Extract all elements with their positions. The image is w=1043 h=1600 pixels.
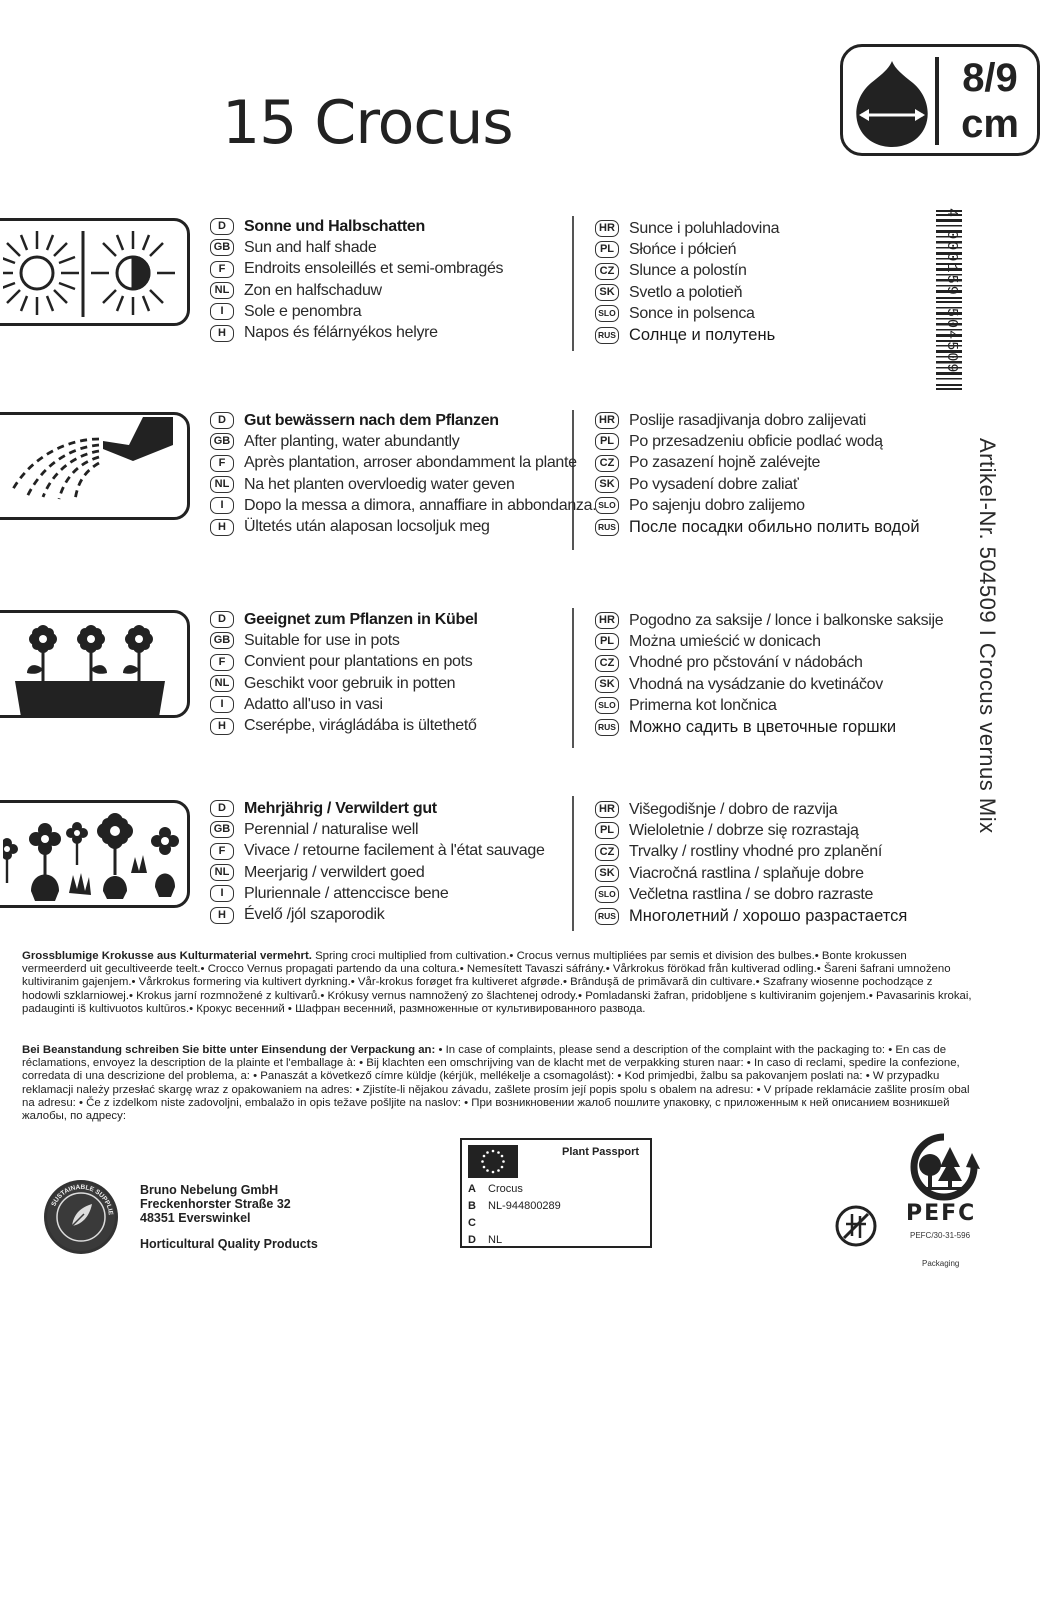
language-line (210, 301, 570, 322)
language-code-badge: SLO (595, 497, 619, 514)
section-divider (572, 216, 574, 351)
language-text: Primerna kot lončnica (629, 696, 777, 714)
language-text: Mehrjährig / Verwildert gut (244, 799, 437, 817)
language-text: Večletna rastlina / se dobro razraste (629, 885, 874, 903)
complaint-lead: Bei Beanstandung schreiben Sie bitte unter Einsendung der Verpackung an: (22, 1044, 439, 1056)
language-line (210, 322, 570, 343)
language-code-badge: GB (210, 239, 234, 256)
instructions-right-perennial (595, 799, 925, 927)
language-text: Meerjarig / verwildert goed (244, 863, 425, 881)
language-code-badge: HR (595, 412, 619, 429)
instructions-left-sun (210, 216, 570, 344)
language-line (595, 218, 925, 239)
language-code-badge: I (210, 696, 234, 713)
language-line (595, 842, 925, 863)
passport-row: A Crocus (468, 1183, 523, 1195)
language-code-badge: CZ (595, 844, 619, 861)
language-code-badge: SLO (595, 305, 619, 322)
origin-lead: Grossblumige Krokusse aus Kulturmaterial vermehrt. (22, 950, 312, 962)
passport-rows (468, 1181, 561, 1249)
language-code-badge: HR (595, 612, 619, 629)
language-line (210, 883, 570, 904)
language-code-badge: I (210, 497, 234, 514)
company-tagline: Horticultural Quality Products (140, 1237, 318, 1251)
language-code-badge: F (210, 455, 234, 472)
language-line (210, 673, 570, 694)
language-line (595, 631, 925, 652)
passport-row: B NL-944800289 (468, 1200, 561, 1212)
passport-title: Plant Passport (562, 1146, 640, 1158)
language-text: Adatto all'uso in vasi (244, 695, 383, 713)
language-code-badge: GB (210, 632, 234, 649)
language-code-badge: F (210, 261, 234, 278)
recycle-symbol-icon (834, 1204, 878, 1248)
language-code-badge: PL (595, 433, 619, 450)
pefc-tree-icon (898, 1133, 990, 1203)
language-line (210, 516, 570, 537)
language-line (210, 819, 570, 840)
language-code-badge: RUS (595, 908, 619, 925)
language-text: After planting, water abundantly (244, 432, 460, 450)
origin-text: Spring croci multiplied from cultivation.• Crocus vernus multipliées par semis et division des bulbes.• Bonte krokussen vermeerderd uit gecultiveerde teelt.• Crocco Vernus propagati partendo da una coltura.• Nemesített Tavaszi sáfrány.• Vårkrokus förökad från kultiverad odling.• Šareni šafrani umnoženo kultiviranim gajenjem.• Vårkrokus formering via kultivert dyrkning.• Vår-krokus forøget fra kultiveret afgrøde.• Brânduşă de primăvară din cultivare.• Szafrany wiosenne pochodzące z hodowli szklarniowej.• Krokus jarní rozmnožené z kultivarů.• Krókusy vernus namnožený zo šlachtenej odrody.• Pomladanski žafran, pridobljene s kultiviranim gojenjem.• Pavasarinis krokai, padauginti iš kultivuotos kultūros.• Крокус весенний • Шафран весенний, размноженные от культивированного развода. (22, 950, 972, 1015)
watering-can-icon (0, 412, 190, 520)
language-line (210, 410, 570, 431)
language-code-badge: SK (595, 865, 619, 882)
language-code-badge: PL (595, 633, 619, 650)
language-text: Zon en halfschaduw (244, 281, 382, 299)
instructions-left-perennial (210, 798, 570, 926)
language-code-badge: D (210, 611, 234, 628)
language-code-badge: RUS (595, 327, 619, 344)
language-code-badge: NL (210, 675, 234, 692)
language-code-badge: NL (210, 282, 234, 299)
language-line (210, 431, 570, 452)
language-code-badge: SK (595, 284, 619, 301)
pefc-logo (898, 1133, 990, 1268)
language-code-badge: PL (595, 241, 619, 258)
language-line (210, 630, 570, 651)
language-text: Gut bewässern nach dem Pflanzen (244, 411, 499, 429)
language-line (595, 474, 925, 495)
language-line (595, 799, 925, 820)
language-line (210, 474, 570, 495)
language-line (595, 495, 925, 516)
plant-passport (460, 1138, 652, 1248)
language-line (210, 609, 570, 630)
language-code-badge: SK (595, 676, 619, 693)
language-text: Vhodné pro pčstování v nádobách (629, 654, 863, 672)
eu-flag-icon (468, 1145, 518, 1178)
barcode-number: 4 000159 504509 (943, 208, 960, 375)
language-text: Poslije rasadjivanja dobro zalijevati (629, 411, 867, 429)
language-text: Convient pour plantations en pots (244, 653, 473, 671)
language-text: Dopo la messa a dimora, annaffiare in abbondanza. (244, 496, 597, 514)
language-code-badge: SK (595, 476, 619, 493)
language-text: Trvalky / rostliny vhodné pro zplanění (629, 843, 883, 861)
language-text: Sunce i poluhladovina (629, 219, 780, 237)
language-text: Słońce i półcień (629, 240, 737, 258)
language-line (210, 495, 597, 516)
language-code-badge: D (210, 800, 234, 817)
language-line (210, 280, 570, 301)
bulb-diameter-icon (851, 55, 933, 151)
language-text: Pluriennale / attencciscе bene (244, 884, 449, 902)
language-text: Après plantation, arroser abondamment la plante (244, 454, 577, 472)
language-text: Sonne und Halbschatten (244, 217, 425, 235)
language-code-badge: NL (210, 864, 234, 881)
sun-half-shade-icon (0, 218, 190, 326)
language-code-badge: CZ (595, 455, 619, 472)
language-line (210, 862, 570, 883)
language-text: Po vysadení dobre zaliať (629, 475, 799, 493)
language-line (595, 820, 925, 841)
language-text: Можно садить в цветочные горшки (629, 717, 897, 736)
language-text: Vivace / retourne facilement à l'état sauvage (244, 842, 545, 860)
origin-paragraph (22, 950, 972, 1016)
language-text: Svetlo a polotieň (629, 283, 743, 301)
language-line (210, 652, 570, 673)
complaint-paragraph (22, 1044, 972, 1123)
language-line (210, 715, 570, 736)
language-text: Многолетний / хорошо разрастается (629, 906, 908, 925)
size-divider (935, 57, 939, 145)
language-code-badge: CZ (595, 655, 619, 672)
language-text: Suitable for use in pots (244, 631, 400, 649)
language-line (595, 674, 925, 695)
language-text: Na het planten overvloedig water geven (244, 475, 515, 493)
company-city: 48351 Everswinkel (140, 1211, 251, 1225)
pefc-code: PEFC/30-31-596 (910, 1231, 971, 1240)
language-line (210, 453, 577, 474)
language-text: Perennial / naturalise well (244, 820, 419, 838)
language-line (210, 798, 570, 819)
language-line (595, 905, 925, 926)
language-text: Po zasazení hojně zalévejte (629, 454, 821, 472)
product-title: 15 Crocus (222, 88, 513, 158)
language-text: Slunce a polostín (629, 262, 747, 280)
language-line (595, 431, 925, 452)
language-text: Cserépbe, virágládába is ültethető (244, 717, 477, 735)
complaint-text: • In case of complaints, please send a description of the complaint with the packaging to: • En cas de réclamations, envoyez la description de la plainte et l'emballage à: • Bij klachten een omschrijving van de klacht met de verpakking sturen naar: • In caso di reclami, spedire la confezione, corredata di una descrizione del problema, a: • Panaszát a következő címre küldje (kérjük, mellékelje a csomagolást): • Kod primjedbi, žalbu sa pakovanjem poslati na: • W przypadku reklamacji należy przesłać skargę wraz z opakowaniem na adres: • Zjistíte-li nějakou závadu, zašlete prosím její popis spolu s obalem na adresu: • V prípade reklamácie zašlite prosím obal na adresu: • Če z izdelkom niste zadovoljni, embalažo in opis težave pošljite na naslov: • При возникновении жалоб пошлите упаковку, с приложенным к ней описанием возникшей жалобы, по адресу: (22, 1044, 970, 1123)
language-code-badge: RUS (595, 719, 619, 736)
passport-row: D NL (468, 1234, 503, 1246)
language-code-badge: D (210, 412, 234, 429)
instructions-left-pot (210, 609, 570, 737)
language-text: После посадки обильно полить водой (629, 517, 920, 536)
language-code-badge: D (210, 218, 234, 235)
pefc-packaging: Packaging (922, 1259, 960, 1268)
language-code-badge: SLO (595, 886, 619, 903)
sustainable-supplier-seal (44, 1180, 118, 1254)
language-code-badge: GB (210, 821, 234, 838)
language-line (210, 259, 570, 280)
language-line (595, 610, 944, 631)
language-line (595, 324, 925, 345)
language-code-badge: I (210, 303, 234, 320)
instructions-left-water (210, 410, 597, 538)
language-text: Višegodišnje / dobro de razvija (629, 800, 838, 818)
language-text: Солнце и полутень (629, 325, 776, 344)
language-code-badge: NL (210, 476, 234, 493)
article-number: Artikel-Nr. 504509 I Crocus vernus Mix (975, 438, 1000, 834)
language-code-badge: RUS (595, 519, 619, 536)
language-line (210, 237, 570, 258)
language-text: Endroits ensoleillés et semi-ombragés (244, 260, 504, 278)
company-name: Bruno Nebelung GmbH (140, 1183, 279, 1197)
language-text: Viacročná rastlina / splaňuje dobre (629, 864, 864, 882)
section-divider (572, 608, 574, 748)
language-text: Évelő /jól szaporodik (244, 906, 385, 924)
language-text: Można umieścić w donicach (629, 632, 821, 650)
company-address (140, 1183, 318, 1251)
language-code-badge: SLO (595, 697, 619, 714)
language-text: Sun and half shade (244, 238, 377, 256)
language-line (595, 863, 925, 884)
language-line (595, 884, 925, 905)
language-text: Sole e penombra (244, 302, 362, 320)
language-code-badge: H (210, 519, 234, 536)
language-text: Ültetés után alaposan locsoljuk meg (244, 518, 490, 536)
bulb-size-unit: cm (961, 102, 1019, 146)
language-line (595, 282, 925, 303)
language-line (595, 695, 925, 716)
instructions-right-water (595, 410, 925, 538)
flower-pot-icon (0, 610, 190, 718)
bulb-size-value: 8/9 (962, 56, 1018, 100)
company-street: Freckenhorster Straße 32 (140, 1197, 291, 1211)
instructions-right-pot (595, 610, 944, 738)
seal-text: SUSTAINABLE SUPPLIE (50, 1183, 114, 1216)
language-code-badge: H (210, 718, 234, 735)
language-text: Geeignet zum Pflanzen in Kübel (244, 610, 478, 628)
section-divider (572, 796, 574, 931)
language-code-badge: HR (595, 801, 619, 818)
language-line (595, 716, 925, 737)
instructions-right-sun (595, 218, 925, 346)
language-text: Pogodno za saksije / lonce i balkonske saksije (629, 611, 944, 629)
language-code-badge: CZ (595, 263, 619, 280)
language-line (210, 904, 570, 925)
language-code-badge: H (210, 325, 234, 342)
language-text: Po przesadzeniu obficie podlać wodą (629, 432, 883, 450)
language-code-badge: GB (210, 433, 234, 450)
language-line (210, 216, 570, 237)
perennial-flowers-icon (0, 800, 190, 908)
language-text: Po sajenju dobro zalijemo (629, 496, 805, 514)
language-text: Wieloletnie / dobrze się rozrastają (629, 821, 859, 839)
passport-row: C (468, 1217, 476, 1229)
language-code-badge: F (210, 654, 234, 671)
language-text: Vhodná na vysádzanie do kvetináčov (629, 675, 883, 693)
language-text: Sonce in polsenca (629, 304, 755, 322)
language-line (210, 694, 570, 715)
bulb-size-box (840, 44, 1040, 156)
language-line (595, 410, 925, 431)
section-divider (572, 410, 574, 550)
language-text: Napos és félárnyékos helyre (244, 324, 438, 342)
language-line (595, 653, 925, 674)
language-line (595, 453, 925, 474)
language-code-badge: I (210, 885, 234, 902)
language-line (595, 516, 925, 537)
language-line (595, 239, 925, 260)
language-line (210, 841, 570, 862)
language-text: Geschikt voor gebruik in potten (244, 674, 456, 692)
language-code-badge: F (210, 843, 234, 860)
language-line (595, 303, 925, 324)
pefc-label: PEFC (906, 1201, 977, 1226)
language-line (595, 261, 925, 282)
language-code-badge: HR (595, 220, 619, 237)
language-code-badge: PL (595, 822, 619, 839)
language-code-badge: H (210, 907, 234, 924)
